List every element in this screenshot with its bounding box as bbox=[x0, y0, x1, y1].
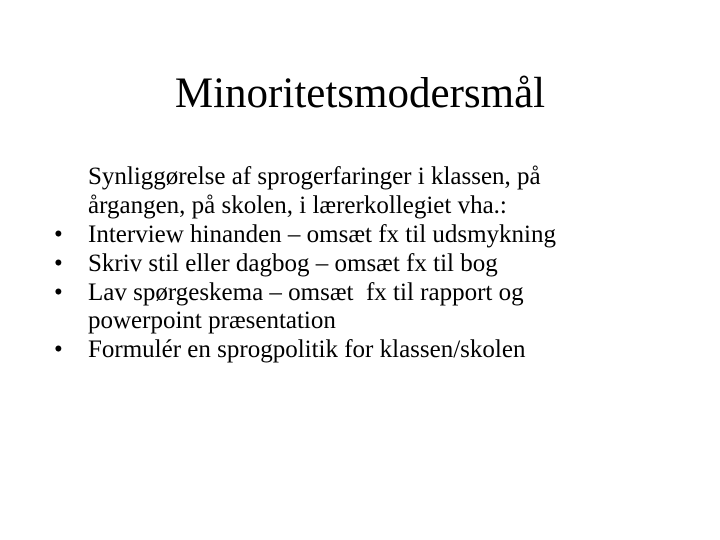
bullet-text: Formulér en sprogpolitik for klassen/skolen bbox=[88, 336, 526, 363]
bullet-text: Interview hinanden – omsæt fx til udsmykning bbox=[88, 220, 557, 248]
bullet-marker: • bbox=[54, 220, 63, 248]
bullet-text-line-2: powerpoint præsentation bbox=[88, 307, 336, 334]
intro-paragraph bbox=[54, 163, 694, 220]
intro-line-2: årgangen, på skolen, i lærerkollegiet vha.: bbox=[88, 191, 507, 219]
bullet-marker: • bbox=[54, 336, 63, 363]
bullet-item-sprogpolitik bbox=[54, 336, 694, 365]
bullet-item-interview bbox=[54, 221, 694, 250]
bullet-text-line-1: Lav spørgeskema – omsæt fx til rapport og bbox=[88, 278, 524, 306]
bullet-item-spoergeskema bbox=[54, 279, 694, 336]
bullet-marker: • bbox=[54, 249, 63, 277]
bullet-item-stil bbox=[54, 250, 694, 279]
bullet-text: Skriv stil eller dagbog – omsæt fx til bog bbox=[88, 249, 498, 277]
intro-line-1: Synliggørelse af sprogerfaringer i klassen, på bbox=[88, 163, 541, 190]
bullet-marker: • bbox=[54, 278, 63, 306]
slide-body-list bbox=[54, 163, 694, 365]
slide-title: Minoritetsmodersmål bbox=[174, 70, 546, 117]
